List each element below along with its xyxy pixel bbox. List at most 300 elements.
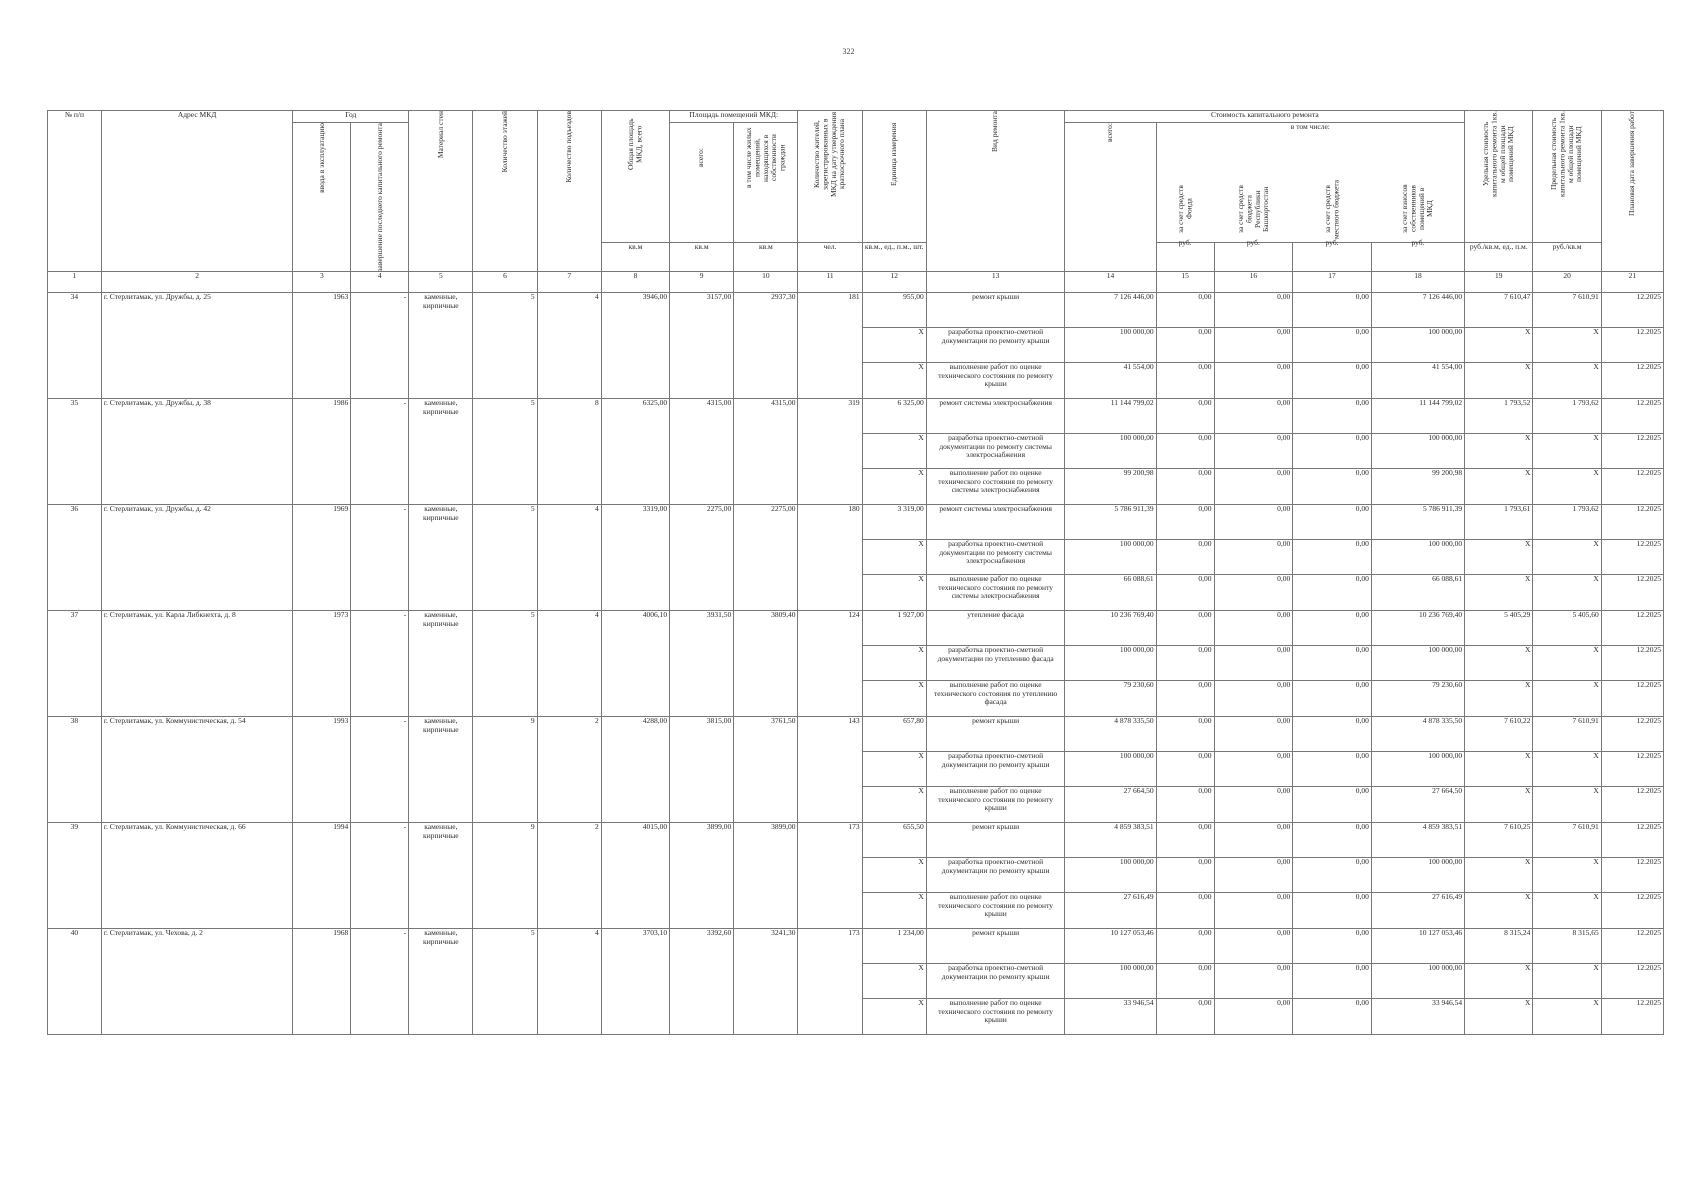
- work-type: ремонт крыши: [926, 293, 1065, 328]
- work-total: 5 786 911,39: [1065, 505, 1156, 540]
- work-local: 0,00: [1293, 611, 1372, 646]
- work-owners: 100 000,00: [1371, 858, 1464, 893]
- column-number: 14: [1065, 272, 1156, 293]
- column-number: 6: [473, 272, 537, 293]
- work-qty: 3 319,00: [862, 505, 926, 540]
- work-qty: 955,00: [862, 293, 926, 328]
- column-number: 15: [1156, 272, 1214, 293]
- work-qty: X: [862, 964, 926, 999]
- work-fund: 0,00: [1156, 540, 1214, 575]
- header-premises-group: Площадь помещений МКД:: [670, 111, 798, 123]
- work-total: 99 200,98: [1065, 469, 1156, 505]
- work-qty: 1 927,00: [862, 611, 926, 646]
- work-republic: 0,00: [1214, 964, 1293, 999]
- work-unit-cost: X: [1465, 646, 1533, 681]
- work-republic: 0,00: [1214, 787, 1293, 823]
- unit-owners: за счет взносов собственников помещений в МКД руб.: [1371, 243, 1464, 272]
- row-residential: 4315,00: [734, 399, 798, 505]
- work-local: 0,00: [1293, 540, 1372, 575]
- row-residents: 124: [798, 611, 862, 717]
- work-date: 12.2025: [1601, 681, 1663, 717]
- header-entrances: Количество подъездов: [564, 111, 573, 183]
- work-local: 0,00: [1293, 717, 1372, 752]
- work-type: разработка проектно-сметной документации по ремонту крыши: [926, 964, 1065, 999]
- repair-plan-table: [47, 110, 1664, 1035]
- table-row: [48, 611, 1664, 646]
- work-max-cost: 8 315,65: [1533, 929, 1601, 964]
- work-date: 12.2025: [1601, 858, 1663, 893]
- work-republic: 0,00: [1214, 469, 1293, 505]
- row-premises: 3931,50: [670, 611, 734, 717]
- column-number: 16: [1214, 272, 1293, 293]
- work-unit-cost: X: [1465, 787, 1533, 823]
- work-owners: 33 946,54: [1371, 999, 1464, 1035]
- row-number: 34: [48, 293, 102, 399]
- work-local: 0,00: [1293, 752, 1372, 787]
- work-republic: 0,00: [1214, 363, 1293, 399]
- header-unit: Единица измерения: [889, 122, 898, 186]
- work-owners: 100 000,00: [1371, 752, 1464, 787]
- column-number: 8: [601, 272, 669, 293]
- work-fund: 0,00: [1156, 646, 1214, 681]
- work-type: разработка проектно-сметной документации по ремонту крыши: [926, 752, 1065, 787]
- work-date: 12.2025: [1601, 363, 1663, 399]
- work-type: разработка проектно-сметной документации по утеплению фасада: [926, 646, 1065, 681]
- row-floors: 9: [473, 823, 537, 929]
- work-fund: 0,00: [1156, 787, 1214, 823]
- row-number: 35: [48, 399, 102, 505]
- work-max-cost: 1 793,62: [1533, 399, 1601, 434]
- work-date: 12.2025: [1601, 717, 1663, 752]
- row-entrances: 4: [537, 293, 601, 399]
- work-max-cost: 7 610,91: [1533, 717, 1601, 752]
- work-qty: X: [862, 575, 926, 611]
- work-owners: 79 230,60: [1371, 681, 1464, 717]
- column-number: 10: [734, 272, 798, 293]
- work-local: 0,00: [1293, 999, 1372, 1035]
- row-material: каменные, кирпичные: [409, 823, 473, 929]
- work-unit-cost: 5 405,29: [1465, 611, 1533, 646]
- work-local: 0,00: [1293, 505, 1372, 540]
- row-premises: 3157,00: [670, 293, 734, 399]
- unit-residential: кв.м: [734, 243, 798, 272]
- work-qty: 657,80: [862, 717, 926, 752]
- work-max-cost: 1 793,62: [1533, 505, 1601, 540]
- work-owners: 66 088,61: [1371, 575, 1464, 611]
- row-number: 38: [48, 717, 102, 823]
- row-residents: 173: [798, 929, 862, 1035]
- work-max-cost: X: [1533, 434, 1601, 469]
- work-unit-cost: X: [1465, 999, 1533, 1035]
- work-republic: 0,00: [1214, 893, 1293, 929]
- row-floors: 5: [473, 505, 537, 611]
- work-local: 0,00: [1293, 893, 1372, 929]
- work-total: 100 000,00: [1065, 646, 1156, 681]
- work-qty: X: [862, 434, 926, 469]
- work-qty: X: [862, 363, 926, 399]
- column-number: 2: [101, 272, 293, 293]
- row-residential: 2937,30: [734, 293, 798, 399]
- column-number: 13: [926, 272, 1065, 293]
- work-total: 4 859 383,51: [1065, 823, 1156, 858]
- row-area: 4006,10: [601, 611, 669, 717]
- header-cost-subgroup: в том числе:: [1156, 123, 1465, 243]
- row-floors: 5: [473, 929, 537, 1035]
- work-total: 27 616,49: [1065, 893, 1156, 929]
- row-number: 36: [48, 505, 102, 611]
- work-unit-cost: X: [1465, 363, 1533, 399]
- work-owners: 11 144 799,02: [1371, 399, 1464, 434]
- work-unit-cost: X: [1465, 893, 1533, 929]
- work-local: 0,00: [1293, 363, 1372, 399]
- work-fund: 0,00: [1156, 999, 1214, 1035]
- work-total: 41 554,00: [1065, 363, 1156, 399]
- row-area: 6325,00: [601, 399, 669, 505]
- work-fund: 0,00: [1156, 293, 1214, 328]
- row-residents: 319: [798, 399, 862, 505]
- work-owners: 99 200,98: [1371, 469, 1464, 505]
- row-last-repair: -: [351, 717, 409, 823]
- work-local: 0,00: [1293, 787, 1372, 823]
- work-date: 12.2025: [1601, 929, 1663, 964]
- work-max-cost: X: [1533, 964, 1601, 999]
- work-total: 27 664,50: [1065, 787, 1156, 823]
- work-type: выполнение работ по оценке технического состояния по ремонту крыши: [926, 363, 1065, 399]
- work-unit-cost: X: [1465, 858, 1533, 893]
- work-owners: 10 127 053,46: [1371, 929, 1464, 964]
- work-republic: 0,00: [1214, 505, 1293, 540]
- work-max-cost: X: [1533, 752, 1601, 787]
- work-date: 12.2025: [1601, 823, 1663, 858]
- work-max-cost: 5 405,60: [1533, 611, 1601, 646]
- work-type: разработка проектно-сметной документации по ремонту крыши: [926, 858, 1065, 893]
- row-address: г. Стерлитамак, ул. Дружбы, д. 25: [101, 293, 293, 399]
- work-owners: 100 000,00: [1371, 646, 1464, 681]
- work-type: разработка проектно-сметной документации по ремонту крыши: [926, 328, 1065, 363]
- work-max-cost: X: [1533, 858, 1601, 893]
- work-date: 12.2025: [1601, 646, 1663, 681]
- work-fund: 0,00: [1156, 823, 1214, 858]
- unit-max-cost: руб./кв.м: [1533, 243, 1601, 272]
- row-material: каменные, кирпичные: [409, 399, 473, 505]
- work-type: ремонт крыши: [926, 929, 1065, 964]
- work-type: выполнение работ по оценке технического состояния по ремонту крыши: [926, 999, 1065, 1035]
- header-floors: Количество этажей: [499, 111, 509, 173]
- work-fund: 0,00: [1156, 363, 1214, 399]
- work-republic: 0,00: [1214, 575, 1293, 611]
- records-body: [48, 293, 1664, 1035]
- work-unit-cost: X: [1465, 575, 1533, 611]
- work-max-cost: X: [1533, 575, 1601, 611]
- work-owners: 27 664,50: [1371, 787, 1464, 823]
- row-area: 3703,10: [601, 929, 669, 1035]
- header-premises-total: всего:: [696, 148, 706, 168]
- row-address: г. Стерлитамак, ул. Дружбы, д. 42: [101, 505, 293, 611]
- header-premises-residential: в том числе жилых помещений, находящихся в собственности граждан: [743, 127, 787, 189]
- column-number: 12: [862, 272, 926, 293]
- work-fund: 0,00: [1156, 328, 1214, 363]
- work-local: 0,00: [1293, 964, 1372, 999]
- header-wall-material: Материал стен: [435, 111, 445, 159]
- row-entrances: 8: [537, 399, 601, 505]
- row-year: 1963: [293, 293, 351, 399]
- row-address: г. Стерлитамак, ул. Карла Либкнехта, д. 8: [101, 611, 293, 717]
- work-date: 12.2025: [1601, 469, 1663, 505]
- work-max-cost: X: [1533, 328, 1601, 363]
- work-max-cost: X: [1533, 646, 1601, 681]
- row-year: 1986: [293, 399, 351, 505]
- work-unit-cost: X: [1465, 540, 1533, 575]
- table-row: [48, 717, 1664, 752]
- work-local: 0,00: [1293, 434, 1372, 469]
- work-local: 0,00: [1293, 858, 1372, 893]
- work-date: 12.2025: [1601, 399, 1663, 434]
- work-unit-cost: X: [1465, 328, 1533, 363]
- row-material: каменные, кирпичные: [409, 929, 473, 1035]
- work-date: 12.2025: [1601, 540, 1663, 575]
- work-local: 0,00: [1293, 399, 1372, 434]
- work-qty: X: [862, 787, 926, 823]
- unit-qty: кв.м., ед., п.м., шт.: [862, 243, 926, 272]
- work-total: 11 144 799,02: [1065, 399, 1156, 434]
- row-last-repair: -: [351, 293, 409, 399]
- row-entrances: 2: [537, 823, 601, 929]
- header-max-cost: Предельная стоимость капитального ремонта 1кв. м общей площади помещений МКД: [1549, 111, 1584, 197]
- work-owners: 4 859 383,51: [1371, 823, 1464, 858]
- work-qty: 1 234,00: [862, 929, 926, 964]
- work-owners: 4 878 335,50: [1371, 717, 1464, 752]
- table-row: [48, 399, 1664, 434]
- work-owners: 27 616,49: [1371, 893, 1464, 929]
- work-qty: X: [862, 540, 926, 575]
- row-residential: 3899,00: [734, 823, 798, 929]
- work-date: 12.2025: [1601, 787, 1663, 823]
- row-last-repair: -: [351, 399, 409, 505]
- work-qty: X: [862, 469, 926, 505]
- work-fund: 0,00: [1156, 717, 1214, 752]
- row-entrances: 4: [537, 611, 601, 717]
- work-republic: 0,00: [1214, 434, 1293, 469]
- work-unit-cost: 7 610,22: [1465, 717, 1533, 752]
- row-year: 1973: [293, 611, 351, 717]
- work-republic: 0,00: [1214, 611, 1293, 646]
- work-qty: X: [862, 893, 926, 929]
- row-premises: 3815,00: [670, 717, 734, 823]
- work-qty: 6 325,00: [862, 399, 926, 434]
- work-owners: 100 000,00: [1371, 328, 1464, 363]
- work-type: выполнение работ по оценке технического состояния по ремонту крыши: [926, 787, 1065, 823]
- work-qty: 655,50: [862, 823, 926, 858]
- row-residential: 2275,00: [734, 505, 798, 611]
- work-owners: 10 236 769,40: [1371, 611, 1464, 646]
- column-number: 7: [537, 272, 601, 293]
- work-total: 7 126 446,00: [1065, 293, 1156, 328]
- work-unit-cost: X: [1465, 469, 1533, 505]
- table-header: [48, 111, 1664, 293]
- column-number: 9: [670, 272, 734, 293]
- work-unit-cost: X: [1465, 434, 1533, 469]
- row-last-repair: -: [351, 823, 409, 929]
- row-floors: 5: [473, 293, 537, 399]
- header-address: Адрес МКД: [101, 111, 293, 272]
- work-unit-cost: 1 793,61: [1465, 505, 1533, 540]
- unit-unit-cost: руб./кв.м, ед., п.м.: [1465, 243, 1533, 272]
- unit-republic: за счет средств бюджета Республики Башкортостан руб.: [1214, 243, 1293, 272]
- work-unit-cost: 8 315,24: [1465, 929, 1533, 964]
- work-total: 100 000,00: [1065, 964, 1156, 999]
- work-fund: 0,00: [1156, 858, 1214, 893]
- row-area: 3319,00: [601, 505, 669, 611]
- work-republic: 0,00: [1214, 399, 1293, 434]
- row-material: каменные, кирпичные: [409, 611, 473, 717]
- row-address: г. Стерлитамак, ул. Коммунистическая, д. 66: [101, 823, 293, 929]
- work-qty: X: [862, 858, 926, 893]
- row-entrances: 2: [537, 717, 601, 823]
- work-unit-cost: 7 610,47: [1465, 293, 1533, 328]
- work-qty: X: [862, 681, 926, 717]
- column-number: 21: [1601, 272, 1663, 293]
- row-address: г. Стерлитамак, ул. Чехова, д. 2: [101, 929, 293, 1035]
- table-row: [48, 823, 1664, 858]
- work-local: 0,00: [1293, 646, 1372, 681]
- header-no: № п/п: [48, 111, 102, 272]
- header-unit-cost: Удельная стоимость капитального ремонта 1кв. м общей площади помещений МКД: [1480, 111, 1516, 197]
- work-type: разработка проектно-сметной документации по ремонту системы электроснабжения: [926, 434, 1065, 469]
- work-republic: 0,00: [1214, 858, 1293, 893]
- work-local: 0,00: [1293, 469, 1372, 505]
- row-entrances: 4: [537, 929, 601, 1035]
- work-fund: 0,00: [1156, 434, 1214, 469]
- work-total: 66 088,61: [1065, 575, 1156, 611]
- work-date: 12.2025: [1601, 328, 1663, 363]
- header-year-commission: ввода в эксплуатацию: [316, 123, 326, 193]
- row-residents: 181: [798, 293, 862, 399]
- work-type: выполнение работ по оценке технического состояния по ремонту крыши: [926, 893, 1065, 929]
- work-qty: X: [862, 328, 926, 363]
- row-number: 39: [48, 823, 102, 929]
- row-residents: 143: [798, 717, 862, 823]
- work-owners: 5 786 911,39: [1371, 505, 1464, 540]
- row-material: каменные, кирпичные: [409, 293, 473, 399]
- row-year: 1969: [293, 505, 351, 611]
- work-total: 100 000,00: [1065, 328, 1156, 363]
- work-max-cost: 7 610,91: [1533, 823, 1601, 858]
- row-residential: 3761,50: [734, 717, 798, 823]
- header-work-type: Вид ремонта: [926, 111, 1065, 272]
- work-date: 12.2025: [1601, 575, 1663, 611]
- work-unit-cost: 1 793,52: [1465, 399, 1533, 434]
- row-floors: 5: [473, 399, 537, 505]
- work-max-cost: X: [1533, 681, 1601, 717]
- work-date: 12.2025: [1601, 505, 1663, 540]
- row-last-repair: -: [351, 611, 409, 717]
- row-number: 40: [48, 929, 102, 1035]
- header-total-area: Общая площадь МКД, всего: [626, 118, 644, 170]
- work-fund: 0,00: [1156, 929, 1214, 964]
- work-fund: 0,00: [1156, 575, 1214, 611]
- work-type: разработка проектно-сметной документации по ремонту системы электроснабжения: [926, 540, 1065, 575]
- row-area: 3946,00: [601, 293, 669, 399]
- work-republic: 0,00: [1214, 999, 1293, 1035]
- row-address: г. Стерлитамак, ул. Коммунистическая, д. 54: [101, 717, 293, 823]
- work-fund: 0,00: [1156, 752, 1214, 787]
- work-max-cost: X: [1533, 540, 1601, 575]
- row-entrances: 4: [537, 505, 601, 611]
- work-max-cost: X: [1533, 893, 1601, 929]
- row-year: 1994: [293, 823, 351, 929]
- work-unit-cost: X: [1465, 964, 1533, 999]
- work-fund: 0,00: [1156, 399, 1214, 434]
- work-date: 12.2025: [1601, 752, 1663, 787]
- column-number: 19: [1465, 272, 1533, 293]
- row-material: каменные, кирпичные: [409, 717, 473, 823]
- table-row: [48, 505, 1664, 540]
- work-date: 12.2025: [1601, 293, 1663, 328]
- work-date: 12.2025: [1601, 999, 1663, 1035]
- work-local: 0,00: [1293, 823, 1372, 858]
- work-owners: 41 554,00: [1371, 363, 1464, 399]
- row-premises: 2275,00: [670, 505, 734, 611]
- row-last-repair: -: [351, 505, 409, 611]
- work-date: 12.2025: [1601, 611, 1663, 646]
- row-year: 1968: [293, 929, 351, 1035]
- work-type: ремонт крыши: [926, 717, 1065, 752]
- column-number: 18: [1371, 272, 1464, 293]
- work-republic: 0,00: [1214, 540, 1293, 575]
- work-fund: 0,00: [1156, 611, 1214, 646]
- work-owners: 100 000,00: [1371, 540, 1464, 575]
- work-total: 100 000,00: [1065, 752, 1156, 787]
- work-republic: 0,00: [1214, 717, 1293, 752]
- column-number: 5: [409, 272, 473, 293]
- work-republic: 0,00: [1214, 328, 1293, 363]
- row-residential: 3241,30: [734, 929, 798, 1035]
- row-premises: 3899,00: [670, 823, 734, 929]
- unit-premises: кв.м: [670, 243, 734, 272]
- header-year-last-repair: завершение последнего капитального ремонта: [374, 123, 384, 272]
- work-fund: 0,00: [1156, 681, 1214, 717]
- work-fund: 0,00: [1156, 964, 1214, 999]
- table-row: [48, 293, 1664, 328]
- work-fund: 0,00: [1156, 505, 1214, 540]
- work-republic: 0,00: [1214, 823, 1293, 858]
- header-residents: Количество жителей, зарегистрированных в МКД на дату утверждения краткосрочного плана: [812, 111, 847, 197]
- work-total: 10 127 053,46: [1065, 929, 1156, 964]
- work-total: 100 000,00: [1065, 858, 1156, 893]
- page-number: 322: [842, 47, 855, 56]
- row-number: 37: [48, 611, 102, 717]
- row-residential: 3809,40: [734, 611, 798, 717]
- row-premises: 3392,60: [670, 929, 734, 1035]
- header-cost-total: всего:: [1105, 123, 1115, 142]
- work-type: ремонт системы электроснабжения: [926, 399, 1065, 434]
- work-qty: X: [862, 646, 926, 681]
- work-type: ремонт крыши: [926, 823, 1065, 858]
- row-premises: 4315,00: [670, 399, 734, 505]
- work-max-cost: X: [1533, 469, 1601, 505]
- work-republic: 0,00: [1214, 293, 1293, 328]
- work-republic: 0,00: [1214, 752, 1293, 787]
- row-year: 1993: [293, 717, 351, 823]
- work-date: 12.2025: [1601, 434, 1663, 469]
- work-local: 0,00: [1293, 575, 1372, 611]
- work-unit-cost: 7 610,25: [1465, 823, 1533, 858]
- row-floors: 9: [473, 717, 537, 823]
- work-max-cost: X: [1533, 787, 1601, 823]
- header-cost-group: Стоимость капитального ремонта: [1065, 111, 1465, 123]
- column-number: 3: [293, 272, 351, 293]
- work-local: 0,00: [1293, 293, 1372, 328]
